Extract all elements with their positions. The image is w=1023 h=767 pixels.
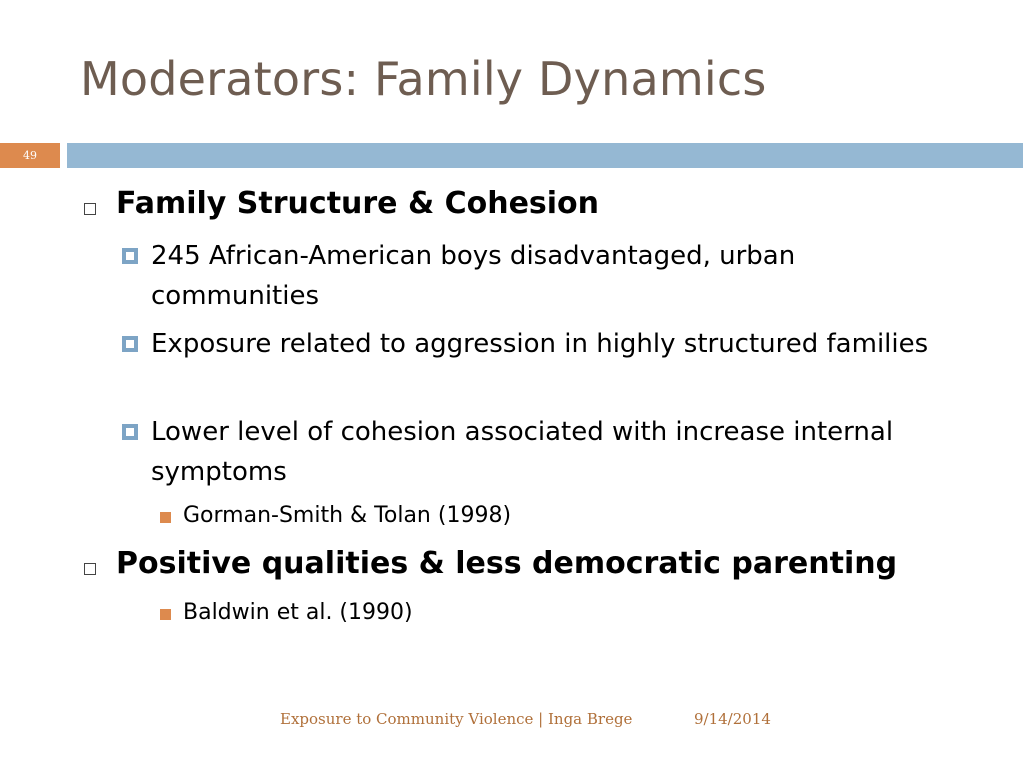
bullet-positive-qualities: Positive qualities & less democratic parenting [116,546,898,581]
framed-square-bullet-icon [122,336,138,352]
citation-gorman-smith: Gorman-Smith & Tolan (1998) [183,503,512,528]
page-number: 49 [23,149,37,162]
filled-square-bullet-icon [160,512,171,523]
hollow-square-bullet-icon [84,203,96,215]
hollow-square-bullet-icon [84,563,96,575]
filled-square-bullet-icon [160,609,171,620]
footer-date: 9/14/2014 [694,710,771,728]
framed-square-bullet-icon [122,248,138,264]
sub-bullet-cohesion: Lower level of cohesion associated with increase internal symptoms [151,417,894,487]
slide-title: Moderators: Family Dynamics [80,52,767,106]
footer-text: Exposure to Community Violence | Inga Brege [280,710,633,728]
sub-bullet-exposure: Exposure related to aggression in highly structured families [151,329,929,359]
bullet-family-structure: Family Structure & Cohesion [116,186,600,221]
accent-bar [67,143,1023,168]
page-number-badge [0,143,60,168]
framed-square-bullet-icon [122,424,138,440]
citation-baldwin: Baldwin et al. (1990) [183,600,413,625]
sub-bullet-boys: 245 African-American boys disadvantaged, urban communities [151,241,796,311]
